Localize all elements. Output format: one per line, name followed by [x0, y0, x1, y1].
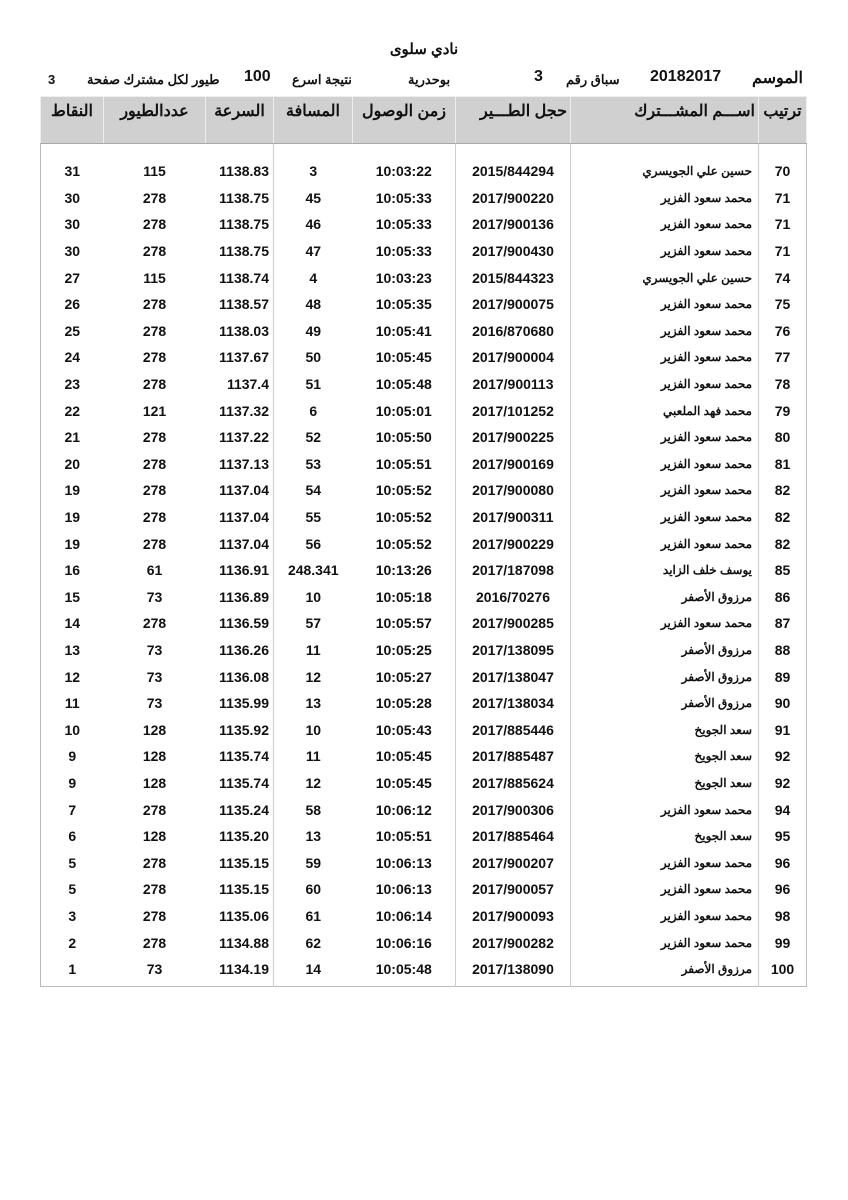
table-row: [41, 637, 807, 664]
cell-rank: 92: [774, 774, 791, 791]
cell-count: 278: [142, 934, 167, 951]
table-row: [41, 849, 807, 876]
header-arrival-time: زمن الوصول: [353, 97, 456, 144]
cell-name: مرزوق الأصفر: [571, 690, 759, 717]
cell-points: 19: [64, 509, 81, 526]
cell-rank: 100: [770, 961, 795, 978]
cell-ring: 2017/900113: [456, 371, 571, 398]
cell-speed: 1137.04: [206, 530, 274, 557]
cell-rank: 91: [774, 721, 791, 738]
cell-name: محمد سعود الفزير: [571, 610, 759, 637]
table-row: [41, 610, 807, 637]
cell-rank: 70: [774, 163, 791, 180]
cell-name: محمد سعود الفزير: [571, 318, 759, 345]
cell-time: 10:13:26: [353, 557, 456, 584]
cell-distance: 13: [305, 695, 322, 712]
table-row: [41, 185, 807, 212]
cell-time: 10:05:43: [353, 716, 456, 743]
cell-points: 20: [64, 455, 81, 472]
cell-points: 6: [68, 828, 77, 845]
cell-distance: 52: [305, 429, 322, 446]
cell-name: محمد سعود الفزير: [571, 185, 759, 212]
cell-time: 10:05:52: [353, 477, 456, 504]
cell-time: 10:05:48: [353, 371, 456, 398]
cell-speed: 1136.89: [206, 584, 274, 611]
cell-speed: 1135.24: [206, 796, 274, 823]
cell-speed: 1136.91: [206, 557, 274, 584]
cell-name: محمد سعود الفزير: [571, 451, 759, 478]
cell-speed: 1135.15: [206, 849, 274, 876]
cell-speed: 1136.26: [206, 637, 274, 664]
cell-name: محمد سعود الفزير: [571, 504, 759, 531]
cell-time: 10:05:27: [353, 663, 456, 690]
cell-points: 30: [64, 216, 81, 233]
cell-distance: 10: [305, 588, 322, 605]
cell-rank: 82: [774, 482, 791, 499]
cell-rank: 77: [774, 349, 791, 366]
race-number: 3: [534, 68, 543, 85]
table-row: [41, 291, 807, 318]
table-row: [41, 796, 807, 823]
table-row: [41, 477, 807, 504]
cell-rank: 85: [774, 562, 791, 579]
season-label: الموسم: [752, 70, 803, 87]
header-distance: المسافة: [274, 97, 353, 144]
table-row: [41, 770, 807, 797]
cell-speed: 1136.08: [206, 663, 274, 690]
cell-points: 25: [64, 322, 81, 339]
cell-rank: 75: [774, 296, 791, 313]
cell-speed: 1134.88: [206, 929, 274, 956]
cell-time: 10:03:22: [353, 144, 456, 185]
table-row: [41, 371, 807, 398]
cell-rank: 81: [774, 455, 791, 472]
cell-points: 16: [64, 562, 81, 579]
cell-count: 278: [142, 349, 167, 366]
cell-ring: 2017/900229: [456, 530, 571, 557]
cell-speed: 1135.74: [206, 770, 274, 797]
cell-rank: 82: [774, 535, 791, 552]
cell-distance: 47: [305, 243, 322, 260]
cell-distance: 49: [305, 322, 322, 339]
cell-distance: 248.341: [287, 562, 339, 579]
cell-ring: 2017/900136: [456, 211, 571, 238]
cell-speed: 1138.57: [206, 291, 274, 318]
cell-distance: 13: [305, 828, 322, 845]
cell-name: محمد سعود الفزير: [571, 796, 759, 823]
cell-points: 30: [64, 189, 81, 206]
cell-speed: 1135.92: [206, 716, 274, 743]
cell-points: 27: [64, 269, 81, 286]
table-row: [41, 397, 807, 424]
cell-count: 128: [142, 828, 167, 845]
cell-distance: 3: [309, 163, 318, 180]
cell-ring: 2015/844294: [456, 144, 571, 185]
cell-speed: 1137.67: [206, 344, 274, 371]
cell-rank: 76: [774, 322, 791, 339]
table-row: [41, 663, 807, 690]
cell-count: 121: [142, 402, 167, 419]
cell-points: 9: [68, 774, 77, 791]
cell-time: 10:06:13: [353, 849, 456, 876]
cell-ring: 2017/900093: [456, 903, 571, 930]
cell-ring: 2017/885446: [456, 716, 571, 743]
cell-time: 10:05:45: [353, 344, 456, 371]
table-row: [41, 264, 807, 291]
cell-rank: 98: [774, 907, 791, 924]
cell-distance: 56: [305, 535, 322, 552]
race-location: بوحدرية: [408, 72, 451, 87]
cell-name: سعد الجويخ: [571, 743, 759, 770]
cell-name: محمد سعود الفزير: [571, 929, 759, 956]
cell-ring: 2017/900057: [456, 876, 571, 903]
table-row: [41, 823, 807, 850]
result-count: 100: [244, 68, 271, 85]
cell-points: 7: [68, 801, 77, 818]
results-table: [40, 96, 807, 987]
cell-count: 278: [142, 509, 167, 526]
cell-distance: 50: [305, 349, 322, 366]
cell-distance: 55: [305, 509, 322, 526]
cell-count: 278: [142, 615, 167, 632]
cell-count: 278: [142, 243, 167, 260]
cell-speed: 1138.74: [206, 264, 274, 291]
cell-speed: 1135.20: [206, 823, 274, 850]
cell-name: حسين علي الجويسري: [571, 144, 759, 185]
cell-count: 278: [142, 455, 167, 472]
cell-time: 10:05:52: [353, 504, 456, 531]
table-row: [41, 690, 807, 717]
cell-rank: 96: [774, 854, 791, 871]
cell-distance: 61: [305, 907, 322, 924]
cell-name: محمد سعود الفزير: [571, 424, 759, 451]
cell-time: 10:05:25: [353, 637, 456, 664]
cell-speed: 1138.83: [206, 144, 274, 185]
cell-rank: 74: [774, 269, 791, 286]
cell-rank: 71: [774, 243, 791, 260]
cell-name: سعد الجويخ: [571, 770, 759, 797]
cell-count: 278: [142, 376, 167, 393]
cell-time: 10:05:35: [353, 291, 456, 318]
table-row: [41, 344, 807, 371]
cell-time: 10:05:45: [353, 770, 456, 797]
cell-count: 278: [142, 482, 167, 499]
cell-points: 2: [68, 934, 77, 951]
cell-points: 9: [68, 748, 77, 765]
cell-name: محمد فهد الملعبي: [571, 397, 759, 424]
cell-ring: 2017/900080: [456, 477, 571, 504]
cell-distance: 60: [305, 881, 322, 898]
cell-time: 10:06:14: [353, 903, 456, 930]
cell-distance: 46: [305, 216, 322, 233]
cell-points: 1: [68, 961, 77, 978]
cell-points: 23: [64, 376, 81, 393]
cell-speed: 1135.74: [206, 743, 274, 770]
cell-count: 278: [142, 881, 167, 898]
cell-rank: 92: [774, 748, 791, 765]
cell-ring: 2017/900075: [456, 291, 571, 318]
table-row: [41, 557, 807, 584]
cell-time: 10:06:16: [353, 929, 456, 956]
cell-ring: 2017/138034: [456, 690, 571, 717]
cell-count: 128: [142, 774, 167, 791]
cell-count: 115: [143, 269, 166, 286]
table-row: [41, 211, 807, 238]
cell-speed: 1137.04: [206, 504, 274, 531]
cell-points: 26: [64, 296, 81, 313]
cell-count: 278: [142, 535, 167, 552]
table-row: [41, 743, 807, 770]
cell-rank: 96: [774, 881, 791, 898]
cell-speed: 1135.06: [206, 903, 274, 930]
birds-per-member-label: طيور لكل مشترك صفحة: [87, 72, 220, 87]
cell-count: 278: [142, 907, 167, 924]
cell-points: 5: [68, 881, 77, 898]
cell-name: مرزوق الأصفر: [571, 584, 759, 611]
cell-name: محمد سعود الفزير: [571, 238, 759, 265]
cell-points: 12: [64, 668, 81, 685]
cell-speed: 1135.15: [206, 876, 274, 903]
season-value: 20182017: [650, 68, 722, 85]
cell-ring: 2017/900207: [456, 849, 571, 876]
cell-name: سعد الجويخ: [571, 823, 759, 850]
cell-rank: 87: [774, 615, 791, 632]
cell-distance: 57: [305, 615, 322, 632]
cell-speed: 1137.13: [206, 451, 274, 478]
page-number: 3: [48, 72, 56, 87]
cell-distance: 45: [305, 189, 322, 206]
cell-distance: 59: [305, 854, 322, 871]
cell-rank: 78: [774, 376, 791, 393]
race-label: سباق رقم: [566, 72, 620, 87]
cell-rank: 90: [774, 695, 791, 712]
header-ring: حجل الطـــير: [456, 97, 571, 144]
cell-speed: 1138.75: [206, 238, 274, 265]
cell-time: 10:05:33: [353, 185, 456, 212]
cell-rank: 95: [774, 828, 791, 845]
header-points: النقاط: [41, 97, 104, 144]
cell-time: 10:06:13: [353, 876, 456, 903]
cell-ring: 2017/900282: [456, 929, 571, 956]
table-row: [41, 956, 807, 987]
cell-time: 10:05:50: [353, 424, 456, 451]
table-row: [41, 144, 807, 185]
cell-points: 10: [64, 721, 81, 738]
cell-name: سعد الجويخ: [571, 716, 759, 743]
cell-count: 278: [142, 296, 167, 313]
cell-rank: 99: [774, 934, 791, 951]
cell-ring: 2017/101252: [456, 397, 571, 424]
club-title: نادي سلوى: [389, 41, 459, 58]
table-row: [41, 584, 807, 611]
cell-distance: 12: [305, 774, 322, 791]
cell-distance: 14: [305, 961, 322, 978]
cell-name: محمد سعود الفزير: [571, 291, 759, 318]
cell-ring: 2015/844323: [456, 264, 571, 291]
cell-name: مرزوق الأصفر: [571, 956, 759, 987]
cell-distance: 54: [305, 482, 322, 499]
cell-count: 278: [142, 801, 167, 818]
cell-name: حسين علي الجويسري: [571, 264, 759, 291]
table-row: [41, 451, 807, 478]
cell-name: مرزوق الأصفر: [571, 663, 759, 690]
cell-rank: 80: [774, 429, 791, 446]
cell-ring: 2017/900169: [456, 451, 571, 478]
cell-count: 128: [142, 748, 167, 765]
cell-speed: 1137.22: [206, 424, 274, 451]
cell-rank: 82: [774, 509, 791, 526]
cell-rank: 88: [774, 641, 791, 658]
cell-time: 10:05:33: [353, 211, 456, 238]
cell-distance: 11: [305, 641, 321, 658]
table-row: [41, 424, 807, 451]
cell-distance: 11: [305, 748, 321, 765]
cell-count: 73: [146, 695, 163, 712]
cell-time: 10:05:45: [353, 743, 456, 770]
header-count: عددالطيور: [104, 97, 206, 144]
cell-ring: 2017/900285: [456, 610, 571, 637]
cell-points: 5: [68, 854, 77, 871]
table-row: [41, 504, 807, 531]
cell-points: 14: [64, 615, 81, 632]
cell-count: 278: [142, 216, 167, 233]
cell-rank: 79: [774, 402, 791, 419]
cell-count: 73: [146, 588, 163, 605]
cell-ring: 2016/70276: [456, 584, 571, 611]
cell-name: محمد سعود الفزير: [571, 876, 759, 903]
cell-speed: 1135.99: [206, 690, 274, 717]
cell-speed: 1136.59: [206, 610, 274, 637]
header-speed: السرعة: [206, 97, 274, 144]
cell-rank: 86: [774, 588, 791, 605]
cell-rank: 89: [774, 668, 791, 685]
cell-distance: 6: [309, 402, 318, 419]
cell-time: 10:03:23: [353, 264, 456, 291]
cell-time: 10:05:41: [353, 318, 456, 345]
cell-count: 115: [143, 163, 166, 180]
cell-name: محمد سعود الفزير: [571, 211, 759, 238]
cell-name: محمد سعود الفزير: [571, 530, 759, 557]
cell-speed: 1137.32: [206, 397, 274, 424]
cell-time: 10:05:18: [353, 584, 456, 611]
table-row: [41, 530, 807, 557]
cell-name: مرزوق الأصفر: [571, 637, 759, 664]
table-row: [41, 876, 807, 903]
cell-count: 278: [142, 854, 167, 871]
cell-points: 13: [64, 641, 81, 658]
cell-name: محمد سعود الفزير: [571, 344, 759, 371]
cell-speed: 1138.75: [206, 211, 274, 238]
cell-points: 3: [68, 907, 77, 924]
cell-ring: 2017/138047: [456, 663, 571, 690]
cell-time: 10:05:57: [353, 610, 456, 637]
cell-ring: 2017/138095: [456, 637, 571, 664]
cell-distance: 48: [305, 296, 322, 313]
cell-time: 10:05:28: [353, 690, 456, 717]
cell-distance: 62: [305, 934, 322, 951]
cell-ring: 2017/900430: [456, 238, 571, 265]
cell-rank: 71: [774, 189, 791, 206]
cell-points: 22: [64, 402, 81, 419]
cell-speed: 1138.75: [206, 185, 274, 212]
cell-rank: 71: [774, 216, 791, 233]
cell-points: 15: [64, 588, 81, 605]
cell-count: 73: [146, 668, 163, 685]
cell-speed: 1137.04: [206, 477, 274, 504]
cell-distance: 4: [309, 269, 318, 286]
cell-ring: 2017/900306: [456, 796, 571, 823]
cell-ring: 2017/900220: [456, 185, 571, 212]
cell-points: 24: [64, 349, 81, 366]
cell-distance: 10: [305, 721, 322, 738]
table-row: [41, 318, 807, 345]
cell-count: 73: [146, 641, 163, 658]
cell-time: 10:05:51: [353, 823, 456, 850]
cell-ring: 2016/870680: [456, 318, 571, 345]
cell-time: 10:05:48: [353, 956, 456, 987]
cell-count: 278: [142, 322, 167, 339]
cell-ring: 2017/900225: [456, 424, 571, 451]
cell-ring: 2017/187098: [456, 557, 571, 584]
cell-name: محمد سعود الفزير: [571, 849, 759, 876]
cell-distance: 58: [305, 801, 322, 818]
table-row: [41, 716, 807, 743]
cell-name: محمد سعود الفزير: [571, 371, 759, 398]
cell-count: 278: [142, 429, 167, 446]
cell-points: 19: [64, 535, 81, 552]
cell-points: 21: [64, 429, 81, 446]
cell-count: 61: [146, 562, 163, 579]
cell-distance: 53: [305, 455, 322, 472]
table-header-row: [41, 97, 807, 144]
cell-time: 10:05:52: [353, 530, 456, 557]
cell-ring: 2017/885624: [456, 770, 571, 797]
cell-time: 10:05:33: [353, 238, 456, 265]
cell-name: محمد سعود الفزير: [571, 903, 759, 930]
cell-speed: 1134.19: [206, 956, 274, 987]
header-rank: ترتيب: [759, 97, 807, 144]
cell-count: 73: [146, 961, 163, 978]
cell-speed: 1138.03: [206, 318, 274, 345]
cell-speed: 1137.4: [206, 371, 274, 398]
cell-rank: 94: [774, 801, 791, 818]
cell-points: 19: [64, 482, 81, 499]
cell-ring: 2017/138090: [456, 956, 571, 987]
cell-count: 128: [142, 721, 167, 738]
result-label: نتيجة اسرع: [292, 72, 352, 87]
cell-ring: 2017/900311: [456, 504, 571, 531]
table-row: [41, 903, 807, 930]
cell-distance: 51: [305, 376, 322, 393]
cell-ring: 2017/885487: [456, 743, 571, 770]
cell-ring: 2017/885464: [456, 823, 571, 850]
cell-time: 10:05:01: [353, 397, 456, 424]
cell-points: 31: [64, 163, 81, 180]
cell-count: 278: [142, 189, 167, 206]
table-row: [41, 929, 807, 956]
table-row: [41, 238, 807, 265]
cell-ring: 2017/900004: [456, 344, 571, 371]
cell-distance: 12: [305, 668, 322, 685]
cell-name: يوسف خلف الزايد: [571, 557, 759, 584]
cell-points: 30: [64, 243, 81, 260]
cell-name: محمد سعود الفزير: [571, 477, 759, 504]
cell-time: 10:05:51: [353, 451, 456, 478]
header-name: اســـم المشـــترك: [571, 97, 759, 144]
cell-points: 11: [64, 695, 80, 712]
cell-time: 10:06:12: [353, 796, 456, 823]
